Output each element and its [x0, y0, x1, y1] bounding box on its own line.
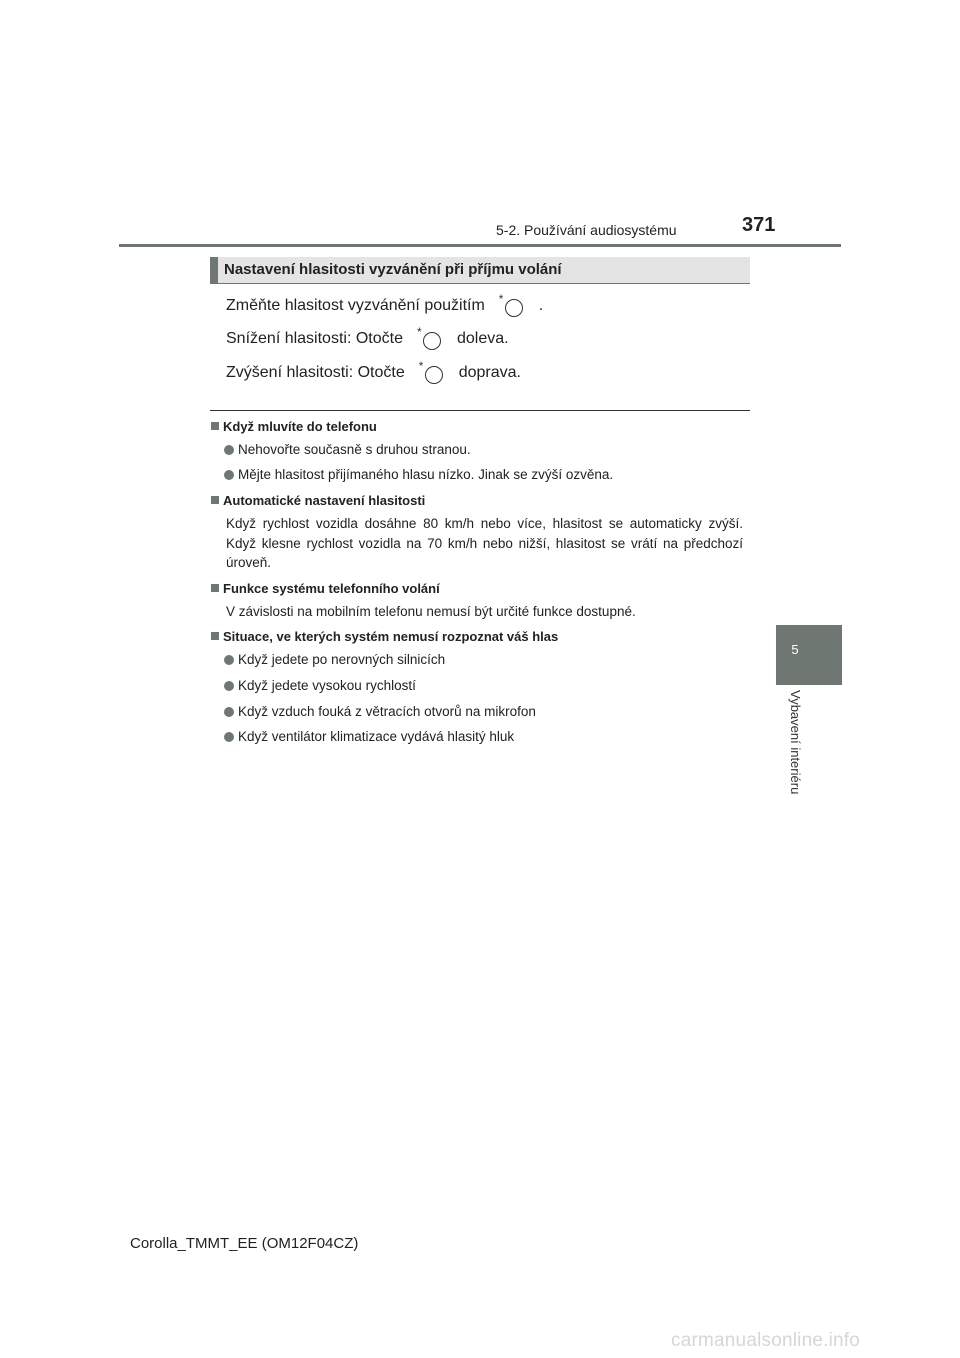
instruction-suffix: . [538, 297, 544, 314]
volume-knob-icon: * [497, 293, 527, 319]
header-section-title: 5-2. Používání audiosystému [496, 222, 677, 238]
section-divider [210, 410, 750, 411]
square-bullet-icon [211, 632, 219, 640]
list-item [224, 652, 445, 667]
square-bullet-icon [211, 422, 219, 430]
note-heading-text: Když mluvíte do telefonu [223, 419, 377, 434]
circle-bullet-icon [224, 445, 234, 455]
list-item [224, 678, 416, 693]
circle-bullet-icon [224, 470, 234, 480]
volume-knob-icon: * [417, 360, 447, 386]
note-paragraph-auto-volume: Když rychlost vozidla dosáhne 80 km/h nebo více, hlasitost se automaticky zvýší. Když klesne rychlost vozidla na 70 km/h nebo nižší, hlasitost se vrátí na předchozí úroveň. [226, 516, 743, 570]
list-item-text: Když jedete vysokou rychlostí [238, 678, 416, 693]
circle-bullet-icon [224, 732, 234, 742]
page-number: 371 [742, 214, 776, 236]
chapter-title: Vybavení interiéru [788, 690, 803, 795]
note-heading-auto-volume [211, 493, 425, 508]
instruction-text: Změňte hlasitost vyzvánění použitím [226, 297, 485, 314]
list-item-text: Mějte hlasitost přijímaného hlasu nízko. Jinak se zvýší ozvěna. [238, 467, 614, 482]
note-heading-text: Funkce systému telefonního volání [223, 581, 440, 596]
list-item [224, 467, 613, 482]
chapter-number: 5 [791, 642, 799, 657]
list-item [224, 729, 514, 744]
section-header-marker [210, 257, 218, 284]
note-heading-phone [211, 419, 377, 434]
section-title: Nastavení hlasitosti vyzvánění při příjmu volání [224, 261, 562, 278]
list-item-text: Když ventilátor klimatizace vydává hlasitý hluk [238, 729, 515, 744]
note-heading-functions [211, 581, 440, 596]
instruction-line-1 [226, 293, 543, 319]
chapter-tab-rule [776, 683, 842, 685]
instruction-suffix: doleva. [456, 330, 509, 347]
note-heading-text: Automatické nastavení hlasitosti [223, 493, 426, 508]
list-item [224, 704, 536, 719]
header-rule [119, 244, 841, 247]
circle-bullet-icon [224, 707, 234, 717]
section-header-underline [210, 283, 750, 284]
instruction-line-3 [226, 360, 521, 386]
watermark: carmanualsonline.info [671, 1330, 861, 1351]
instruction-line-2 [226, 326, 509, 352]
note-heading-text: Situace, ve kterých systém nemusí rozpoznat váš hlas [223, 629, 559, 644]
circle-bullet-icon [224, 681, 234, 691]
instruction-text: Zvýšení hlasitosti: Otočte [226, 364, 405, 381]
instruction-text: Snížení hlasitosti: Otočte [226, 330, 403, 347]
square-bullet-icon [211, 584, 219, 592]
document-footer: Corolla_TMMT_EE (OM12F04CZ) [130, 1235, 359, 1252]
instruction-suffix: doprava. [458, 364, 521, 381]
note-heading-recognition [211, 629, 558, 644]
note-paragraph-functions: V závislosti na mobilním telefonu nemusí být určité funkce dostupné. [226, 604, 636, 619]
square-bullet-icon [211, 496, 219, 504]
list-item-text: Nehovořte současně s druhou stranou. [238, 442, 471, 457]
list-item-text: Když jedete po nerovných silnicích [238, 652, 446, 667]
circle-bullet-icon [224, 655, 234, 665]
list-item [224, 442, 471, 457]
list-item-text: Když vzduch fouká z větracích otvorů na mikrofon [238, 704, 536, 719]
volume-knob-icon: * [415, 326, 445, 352]
